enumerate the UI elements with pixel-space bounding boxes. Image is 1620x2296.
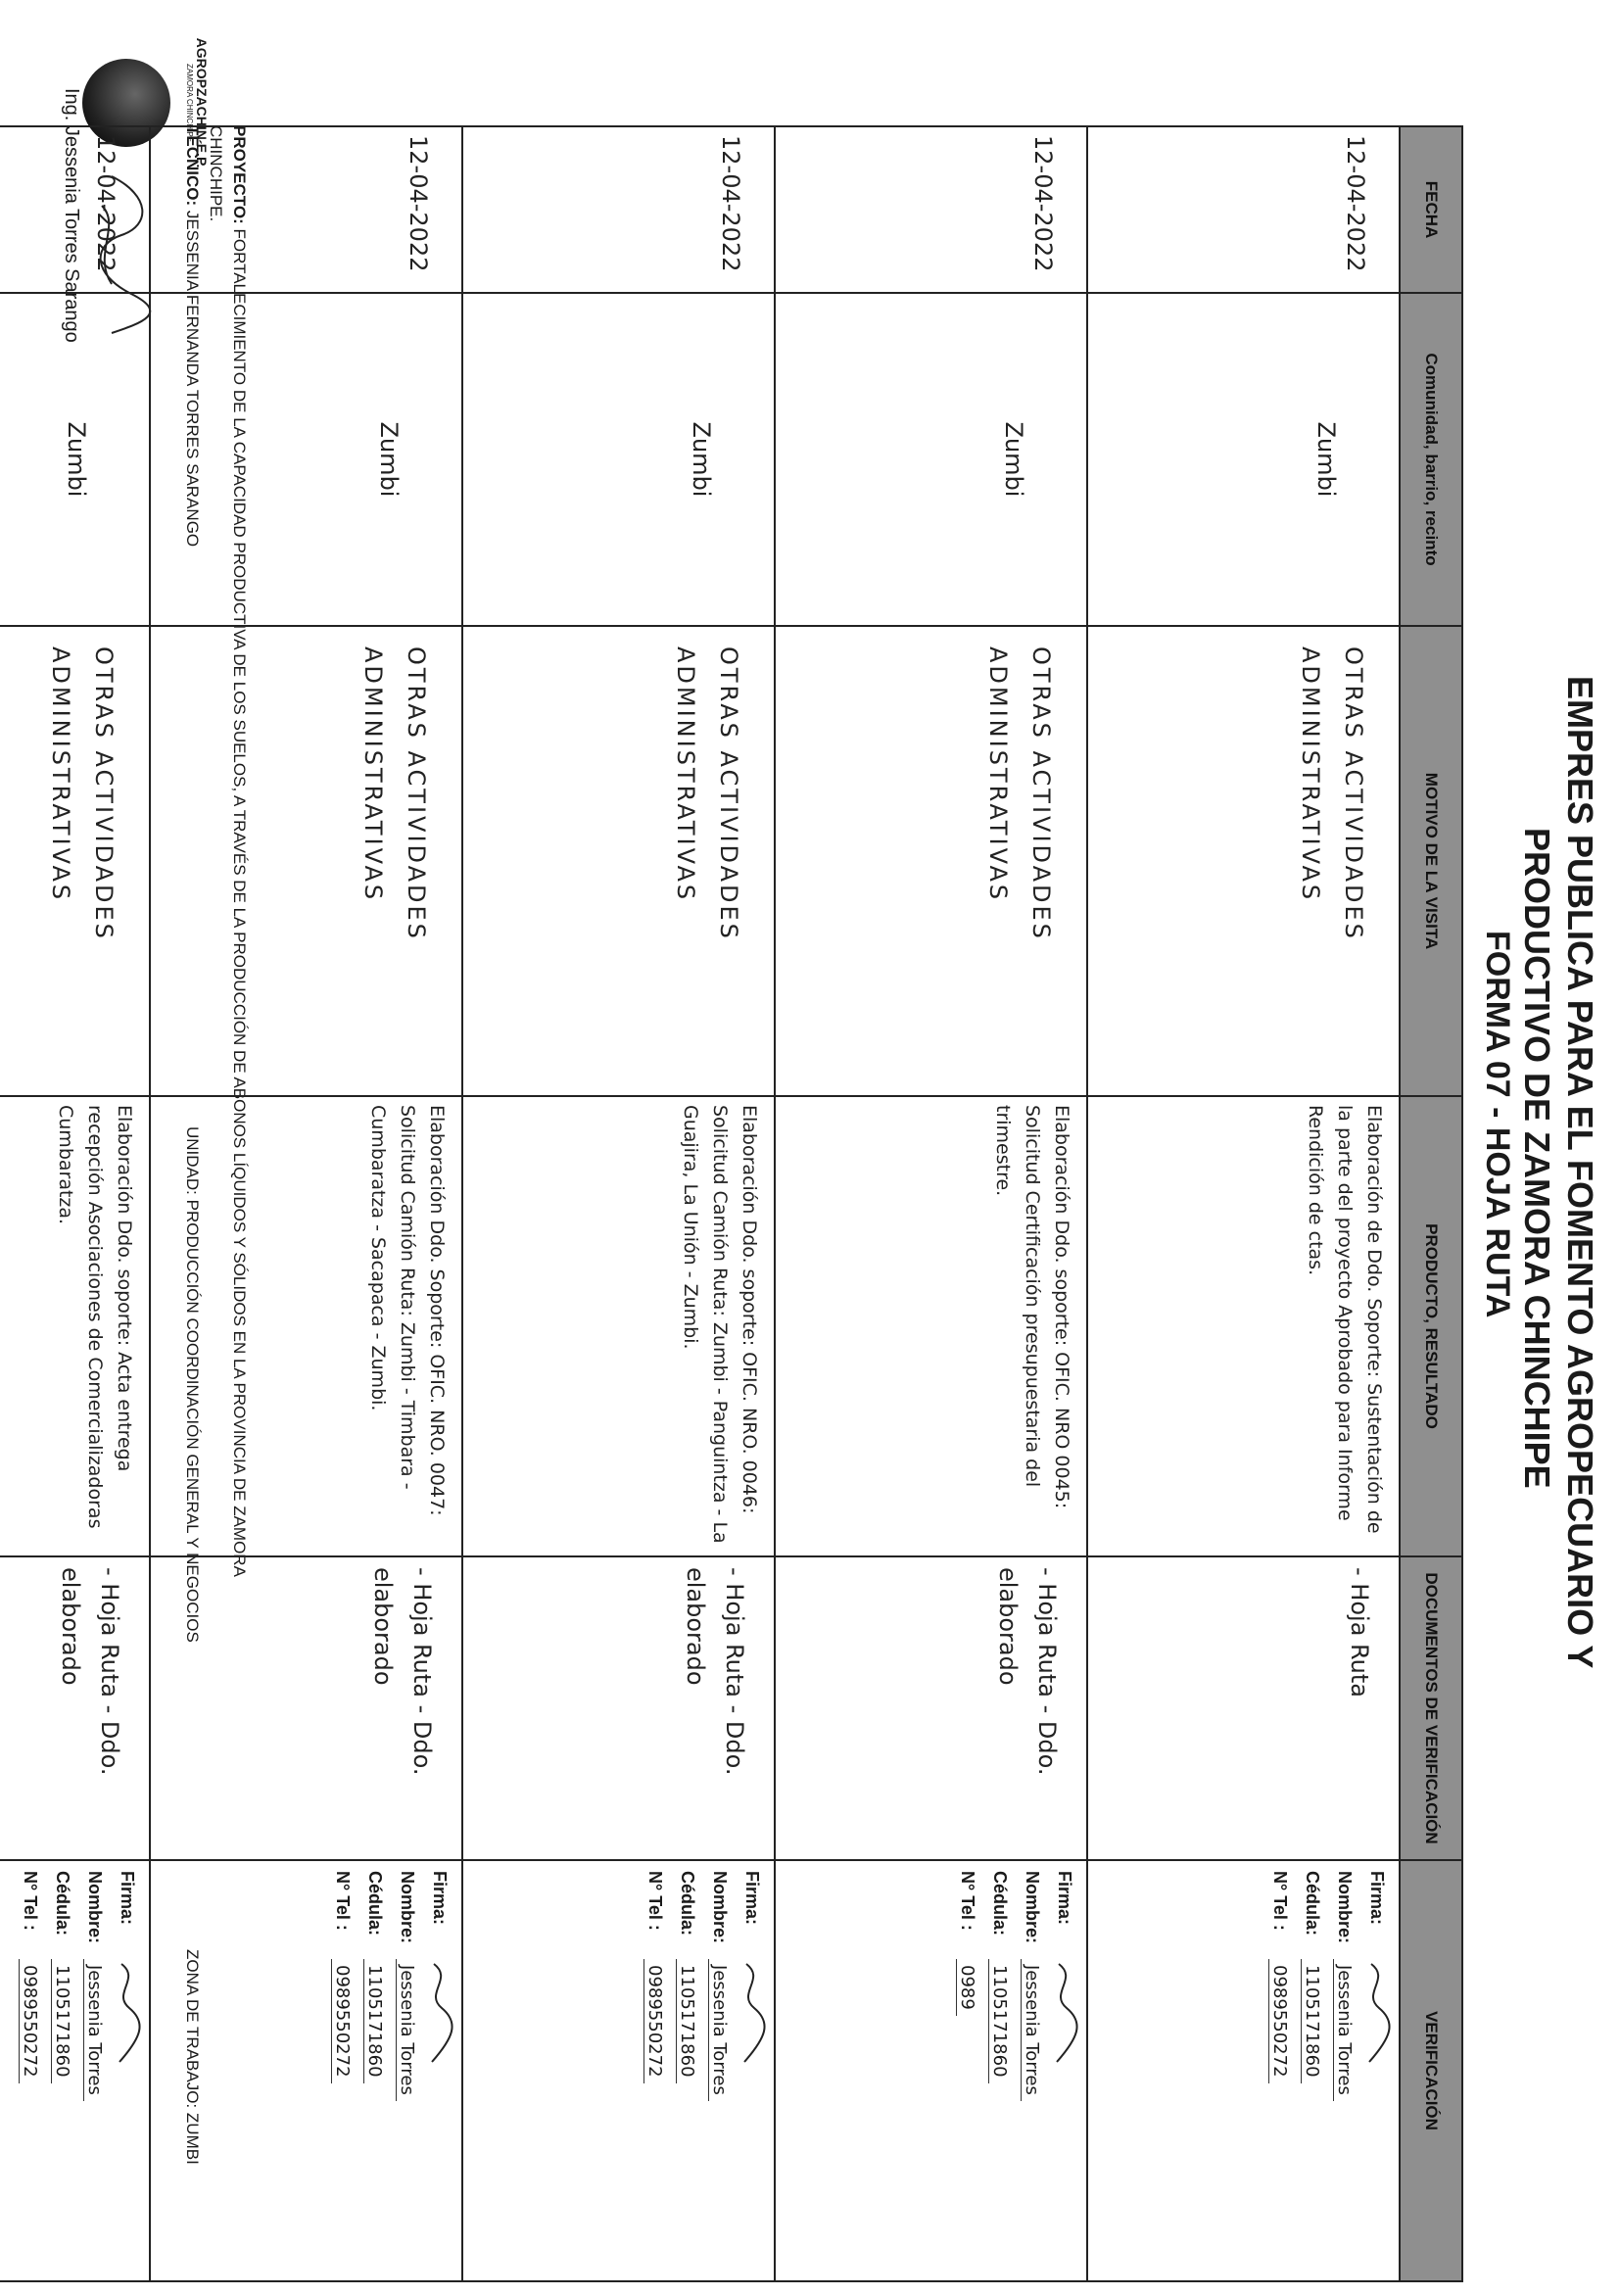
cell-documentos <box>775 1556 1087 1860</box>
cell-motivo <box>462 626 775 1096</box>
tel-line <box>951 1871 983 2271</box>
cell-producto <box>775 1096 1087 1556</box>
tel-line <box>14 1871 46 2271</box>
firma-label: Firma: <box>1055 1871 1074 1926</box>
title-line1: EMPRES PUBLICA PARA EL FOMENTO AGROPECUARIO Y <box>1560 676 1600 1669</box>
cell-fecha <box>462 126 775 293</box>
table-header-row <box>1400 126 1462 2281</box>
unidad-label: UNIDAD: <box>183 1126 202 1195</box>
title-line3: FORMA 07 - HOJA RUTA <box>1479 931 1516 1318</box>
cedula-line <box>983 1871 1016 2271</box>
table-row <box>775 126 1087 2281</box>
cedula-line <box>46 1871 78 2271</box>
documentos-text: - Hoja Ruta - Ddo. elaborado <box>994 1567 1061 1776</box>
zona-value: ZUMBI <box>183 2112 202 2165</box>
cell-producto <box>462 1096 775 1556</box>
cedula-value: 1105171860 <box>676 1959 697 2083</box>
comunidad-text: Zumbi <box>375 421 403 498</box>
cell-producto <box>1087 1096 1400 1556</box>
tel-label: N° Tel : <box>1270 1871 1290 1931</box>
header-documentos: DOCUMENTOS DE VERIFICACIÓN <box>1400 1556 1462 1860</box>
tel-line <box>639 1871 671 2271</box>
comunidad-text: Zumbi <box>1312 421 1340 498</box>
tel-line <box>1263 1871 1296 2271</box>
firma-line <box>423 1871 455 2271</box>
route-table <box>0 125 1463 2282</box>
comunidad-text: Zumbi <box>688 421 715 498</box>
fecha-text: 12-04-2022 <box>92 135 119 272</box>
documentos-text: - Hoja Ruta - Ddo. elaborado <box>57 1567 123 1776</box>
table-row <box>462 126 775 2281</box>
cedula-label: Cédula: <box>678 1871 697 1937</box>
fecha-text: 12-04-2022 <box>717 135 744 272</box>
header-fecha: FECHA <box>1400 126 1462 293</box>
cell-verificacion <box>775 1860 1087 2281</box>
proyecto-label: PROYECTO: <box>230 125 249 224</box>
motivo-text: OTRAS ACTIVIDADES ADMINISTRATIVAS <box>672 646 742 941</box>
comunidad-text: Zumbi <box>63 421 90 498</box>
firma-line <box>736 1871 768 2271</box>
cell-comunidad <box>462 293 775 626</box>
table-row <box>1087 126 1400 2281</box>
nombre-line <box>78 1871 111 2271</box>
cedula-value: 1105171860 <box>1301 1959 1322 2083</box>
firma-label: Firma: <box>430 1871 450 1926</box>
cell-fecha <box>775 126 1087 293</box>
documentos-text: - Hoja Ruta - Ddo. elaborado <box>369 1567 436 1776</box>
firma-line <box>111 1871 143 2271</box>
fecha-text: 12-04-2022 <box>405 135 432 272</box>
tel-line <box>326 1871 358 2271</box>
tel-value: 0989550272 <box>19 1959 40 2083</box>
documentos-text: - Hoja Ruta - Ddo. elaborado <box>682 1567 748 1776</box>
table-row <box>0 126 150 2281</box>
firma-label: Firma: <box>1367 1871 1387 1926</box>
cedula-label: Cédula: <box>1303 1871 1322 1937</box>
proyecto-cont: CHINCHIPE. <box>207 125 225 222</box>
cell-producto <box>0 1096 150 1556</box>
cedula-value: 1105171860 <box>51 1959 72 2083</box>
producto-text: Elaboración Ddo. soporte: OFIC. NRO 0045: Solicitud Certificación presupuestaria del trimestre. <box>992 1105 1072 1509</box>
logo-name: AGROPZACHIN E.P. <box>194 37 210 168</box>
nombre-label: Nombre: <box>710 1871 730 1944</box>
firma-line <box>1360 1871 1393 2271</box>
cedula-value: 1105171860 <box>988 1959 1010 2083</box>
nombre-value: Jessenia Torres <box>396 1959 417 2101</box>
cell-comunidad <box>1087 293 1400 626</box>
signature-scribble <box>1361 1959 1391 2067</box>
table-row <box>150 126 462 2281</box>
producto-text: Elaboración de Ddo. Soporte: Sustentación de la parte del proyecto Aprobado para Informe Rendición de ctas. <box>1305 1105 1385 1534</box>
tel-label: N° Tel : <box>958 1871 977 1931</box>
documentos-text: - Hoja Ruta <box>1346 1567 1373 1698</box>
cell-documentos <box>0 1556 150 1860</box>
tel-label: N° Tel : <box>21 1871 40 1931</box>
producto-text: Elaboración Ddo. Soporte: OFIC. NRO. 0047: Solicitud Camión Ruta: Zumbi - Timbara - Cumbaratza - Sacapaca - Zumbi. <box>367 1105 448 1516</box>
cedula-label: Cédula: <box>990 1871 1010 1937</box>
cell-motivo <box>150 626 462 1096</box>
cell-verificacion <box>150 1860 462 2281</box>
cell-documentos <box>1087 1556 1400 1860</box>
tecnico-value: JESSENIA FERNANDA TORRES SARANGO <box>183 210 202 548</box>
tel-value: 0989550272 <box>643 1959 665 2083</box>
cedula-label: Cédula: <box>53 1871 72 1937</box>
comunidad-text: Zumbi <box>1000 421 1027 498</box>
firma-label: Firma: <box>742 1871 762 1926</box>
nombre-line <box>1016 1871 1048 2271</box>
cell-motivo <box>775 626 1087 1096</box>
cedula-label: Cédula: <box>365 1871 385 1937</box>
tel-value: 0989550272 <box>1268 1959 1290 2083</box>
nombre-label: Nombre: <box>398 1871 417 1944</box>
cell-verificacion <box>1087 1860 1400 2281</box>
tel-value: 0989 <box>956 1959 977 2016</box>
nombre-label: Nombre: <box>1023 1871 1042 1944</box>
motivo-text: OTRAS ACTIVIDADES ADMINISTRATIVAS <box>1297 646 1367 941</box>
cell-comunidad <box>150 293 462 626</box>
tel-label: N° Tel : <box>333 1871 353 1931</box>
unidad-value: PRODUCCIÓN COORDINACIÓN GENERAL Y NEGOCIOS <box>183 1199 202 1643</box>
nombre-label: Nombre: <box>1335 1871 1355 1944</box>
cell-documentos <box>462 1556 775 1860</box>
signature-scribble <box>737 1959 766 2067</box>
header-verificacion: VERIFICACIÓN <box>1400 1860 1462 2281</box>
cedula-line <box>671 1871 703 2271</box>
cedula-line <box>1296 1871 1328 2271</box>
cell-verificacion <box>0 1860 150 2281</box>
logo-sub: ZAMORA CHINCHIPE <box>185 63 194 142</box>
footer-signature <box>82 167 161 343</box>
nombre-value: Jessenia Torres <box>1021 1959 1042 2101</box>
signature-scribble <box>1049 1959 1078 2067</box>
cell-fecha <box>150 126 462 293</box>
motivo-text: OTRAS ACTIVIDADES ADMINISTRATIVAS <box>984 646 1055 941</box>
nombre-value: Jessenia Torres <box>1333 1959 1355 2101</box>
cell-motivo <box>1087 626 1400 1096</box>
nombre-label: Nombre: <box>85 1871 105 1944</box>
tecnico-label: TÉCNICO: <box>183 125 202 207</box>
cell-comunidad <box>0 293 150 626</box>
nombre-value: Jessenia Torres <box>708 1959 730 2101</box>
motivo-text: OTRAS ACTIVIDADES ADMINISTRATIVAS <box>359 646 430 941</box>
cell-producto <box>150 1096 462 1556</box>
cell-comunidad <box>775 293 1087 626</box>
signature-scribble <box>112 1959 141 2067</box>
header-producto: PRODUCTO, RESULTADO <box>1400 1096 1462 1556</box>
tel-label: N° Tel : <box>645 1871 665 1931</box>
cedula-line <box>358 1871 391 2271</box>
cell-verificacion <box>462 1860 775 2281</box>
proyecto-value: FORTALECIMIENTO DE LA CAPACIDAD PRODUCTIVA DE LOS SUELOS, A TRAVÉS DE LA PRODUCCIÓN DE ABONOS LÍQUIDOS Y SÓLIDOS EN LA PROVINCIA DE ZAMORA <box>230 228 249 1577</box>
firma-label: Firma: <box>118 1871 137 1926</box>
producto-text: Elaboración Ddo. soporte: OFIC. NRO. 0046: Solicitud Camión Ruta: Zumbi - Panguintza - La Guajira, La Unión - Zumbi. <box>680 1105 760 1544</box>
producto-text: Elaboración Ddo. soporte: Acta entrega recepción Asociaciones de Comercializadoras Cumbaratza. <box>55 1105 135 1529</box>
nombre-line <box>391 1871 423 2271</box>
nombre-value: Jessenia Torres <box>83 1959 105 2101</box>
footer-name: Ing. Jessenia Torres Sarango <box>61 88 82 343</box>
cell-fecha <box>1087 126 1400 293</box>
tel-value: 0989550272 <box>331 1959 353 2083</box>
zona-label: ZONA DE TRABAJO: <box>183 1949 202 2109</box>
nombre-line <box>1328 1871 1360 2271</box>
fecha-text: 12-04-2022 <box>1342 135 1369 272</box>
nombre-line <box>703 1871 736 2271</box>
header-comunidad: Comunidad, barrio, recinto <box>1400 293 1462 626</box>
motivo-text: OTRAS ACTIVIDADES ADMINISTRATIVAS <box>47 646 118 941</box>
firma-line <box>1048 1871 1080 2271</box>
cell-documentos <box>150 1556 462 1860</box>
cell-motivo <box>0 626 150 1096</box>
header-motivo: MOTIVO DE LA VISITA <box>1400 626 1462 1096</box>
title-line2: PRODUCTIVO DE ZAMORA CHINCHIPE <box>1517 828 1557 1489</box>
cedula-value: 1105171860 <box>363 1959 385 2083</box>
fecha-text: 12-04-2022 <box>1029 135 1057 272</box>
signature-scribble <box>424 1959 453 2067</box>
